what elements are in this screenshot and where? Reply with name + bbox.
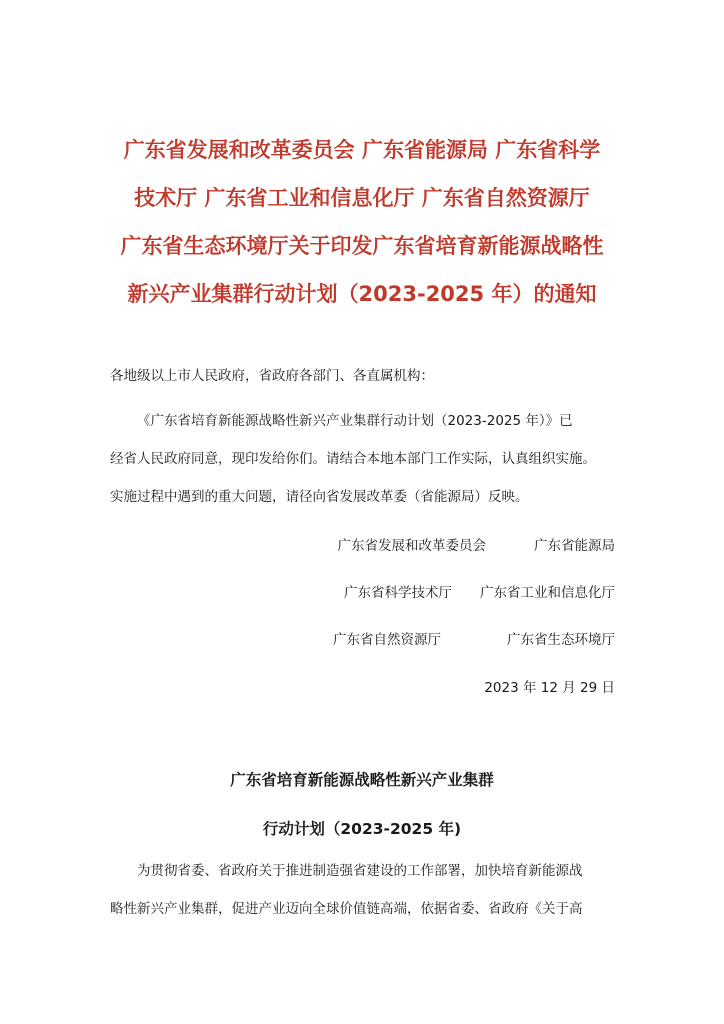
signatory: 广东省发展和改革委员会: [337, 538, 486, 554]
plan-intro: [110, 852, 615, 928]
signatory-row: [344, 581, 615, 601]
issue-date: 2023 年 12 月 29 日: [484, 680, 615, 696]
notice-title-line: 技术厅 广东省工业和信息化厅 广东省自然资源厅: [134, 186, 590, 210]
signatory: 广东省生态环境厅: [507, 632, 615, 648]
signatory-row: [333, 628, 615, 648]
body-line: 实施过程中遇到的重大问题，请径向省发展改革委（省能源局）反映。: [110, 489, 529, 505]
notice-title-line: 新兴产业集群行动计划（2023-2025 年）的通知: [127, 282, 597, 306]
plan-subtitle: 行动计划（2023-2025 年): [262, 820, 462, 838]
notice-title-line: 广东省发展和改革委员会 广东省能源局 广东省科学: [123, 138, 601, 162]
body-line: 为贯彻省委、省政府关于推进制造强省建设的工作部署，加快培育新能源战: [137, 863, 583, 879]
body-line: 《广东省培育新能源战略性新兴产业集群行动计划（2023-2025 年）》已: [137, 413, 573, 429]
signatory: 广东省科学技术厅: [344, 585, 452, 601]
body-line: 经省人民政府同意，现印发给你们。请结合本地本部门工作实际，认真组织实施。: [110, 451, 596, 467]
salutation: 各地级以上市人民政府，省政府各部门、各直属机构：: [110, 368, 434, 384]
body-line: 略性新兴产业集群，促进产业迈向全球价值链高端，依据省委、省政府《关于高: [110, 901, 583, 917]
plan-title: 广东省培育新能源战略性新兴产业集群: [230, 771, 494, 789]
notice-title: [100, 126, 624, 318]
notice-title-line: 广东省生态环境厅关于印发广东省培育新能源战略性: [120, 234, 604, 258]
signatory-row: [338, 534, 616, 554]
signatory: 广东省工业和信息化厅: [480, 585, 615, 601]
signatory: 广东省自然资源厅: [333, 632, 441, 648]
signatory: 广东省能源局: [534, 538, 615, 554]
notice-body: [110, 402, 615, 516]
